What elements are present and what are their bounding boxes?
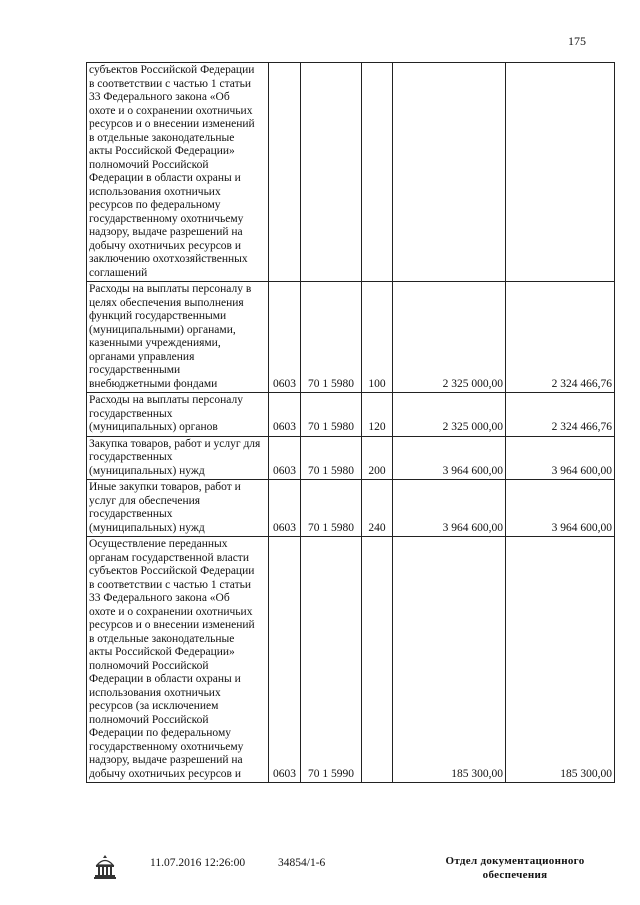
budget-table	[86, 62, 615, 783]
row-expense-type-text: 100	[368, 377, 386, 390]
table-row	[87, 282, 615, 393]
footer-department	[440, 854, 590, 882]
table-row	[87, 480, 615, 537]
row-section-code-text: 0603	[273, 377, 296, 390]
table-row	[87, 436, 615, 480]
row-target-article	[301, 393, 362, 437]
row-target-article-text: 70 1 5990	[308, 767, 354, 780]
row-planned-amount-text: 3 964 600,00	[442, 464, 503, 477]
row-section-code	[269, 282, 301, 393]
row-planned-amount-text: 2 325 000,00	[442, 421, 503, 433]
row-target-article	[301, 537, 362, 783]
row-executed-amount	[506, 63, 615, 282]
footer-datetime: 11.07.2016 12:26:00	[150, 857, 246, 869]
row-description	[87, 282, 269, 393]
row-planned-amount	[393, 393, 506, 437]
row-description-text: Иные закупки товаров, работ и услуг для обеспечения государственных (муниципальных) нужд	[89, 481, 241, 534]
row-executed-amount	[506, 480, 615, 537]
row-section-code-text: 0603	[273, 767, 296, 780]
row-expense-type	[362, 436, 393, 480]
row-section-code-text: 0603	[273, 421, 296, 433]
row-planned-amount	[393, 282, 506, 393]
row-planned-amount-text: 2 325 000,00	[442, 377, 503, 390]
row-description-text: субъектов Российской Федерации в соответствии с частью 1 статьи 33 Федерального закона «Об охоте и о сохранении охотничьих ресурсов и о внесении изменений в отдельные законодательные акты Российской Федерации» полномочий Российской Федерации в области охраны и использования охотничьих ресурсов по федеральному государственному охотничьему надзору, выдаче разрешений на добычу охотничьих ресурсов и заключению охотхозяйственных соглашений	[89, 64, 255, 279]
table-row	[87, 63, 615, 282]
table-row	[87, 393, 615, 437]
row-section-code	[269, 537, 301, 783]
row-executed-amount	[506, 393, 615, 437]
row-expense-type	[362, 282, 393, 393]
footer-doc-number: 34854/1-6	[278, 857, 326, 869]
row-target-article-text: 70 1 5980	[308, 421, 354, 433]
page-number: 175	[568, 34, 586, 48]
row-target-article	[301, 480, 362, 537]
footer-department-line2: обеспечения	[482, 869, 548, 881]
row-section-code	[269, 393, 301, 437]
row-expense-type	[362, 63, 393, 282]
row-executed-amount	[506, 282, 615, 393]
row-planned-amount	[393, 436, 506, 480]
row-expense-type	[362, 393, 393, 437]
row-target-article-text: 70 1 5980	[308, 521, 354, 534]
row-description	[87, 63, 269, 282]
duma-emblem-icon	[92, 853, 118, 881]
row-expense-type-text: 240	[368, 521, 386, 534]
row-executed-amount	[506, 436, 615, 480]
row-target-article-text: 70 1 5980	[308, 377, 354, 390]
row-planned-amount	[393, 63, 506, 282]
row-section-code	[269, 436, 301, 480]
row-description	[87, 537, 269, 783]
row-expense-type	[362, 537, 393, 783]
row-planned-amount	[393, 480, 506, 537]
row-planned-amount-text: 185 300,00	[451, 767, 503, 780]
row-description-text: Закупка товаров, работ и услуг для государственных (муниципальных) нужд	[89, 437, 261, 477]
row-description	[87, 393, 269, 437]
row-executed-amount-text: 3 964 600,00	[551, 464, 612, 477]
row-target-article	[301, 436, 362, 480]
row-planned-amount-text: 3 964 600,00	[442, 521, 503, 534]
row-section-code	[269, 480, 301, 537]
row-section-code-text: 0603	[273, 521, 296, 534]
row-executed-amount	[506, 537, 615, 783]
row-description-text: Расходы на выплаты персоналу в целях обеспечения выполнения функций государственными (муниципальными) органами, казенными учреждениями, органами управления государственными внебюджетными фондами	[89, 283, 252, 390]
row-description	[87, 480, 269, 537]
row-target-article	[301, 63, 362, 282]
row-expense-type	[362, 480, 393, 537]
row-target-article	[301, 282, 362, 393]
row-description-text: Расходы на выплаты персоналу государственных (муниципальных) органов	[89, 394, 243, 433]
table-row	[87, 537, 615, 783]
row-expense-type-text: 120	[368, 421, 386, 433]
row-section-code	[269, 63, 301, 282]
row-description	[87, 436, 269, 480]
row-target-article-text: 70 1 5980	[308, 464, 354, 477]
row-description-text: Осуществление переданных органам государственной власти субъектов Российской Федерации в соответствии с частью 1 статьи 33 Федерального закона «Об охоте и о сохранении охотничьих ресурсов и о внесении изменений в отдельные законодательные акты Российской Федерации» полномочий Российской Федерации в области охраны и использования охотничьих ресурсов (за исключением полномочий Российской Федерации по федеральному государственному охотничьему надзору, выдаче разрешений на добычу охотничьих ресурсов и	[89, 538, 255, 780]
footer-department-line1: Отдел документационного	[445, 855, 585, 867]
row-executed-amount-text: 2 324 466,76	[551, 421, 612, 433]
row-section-code-text: 0603	[273, 464, 296, 477]
row-executed-amount-text: 185 300,00	[560, 767, 612, 780]
row-expense-type-text: 200	[368, 464, 386, 477]
row-executed-amount-text: 3 964 600,00	[551, 521, 612, 534]
row-planned-amount	[393, 537, 506, 783]
row-executed-amount-text: 2 324 466,76	[551, 377, 612, 390]
